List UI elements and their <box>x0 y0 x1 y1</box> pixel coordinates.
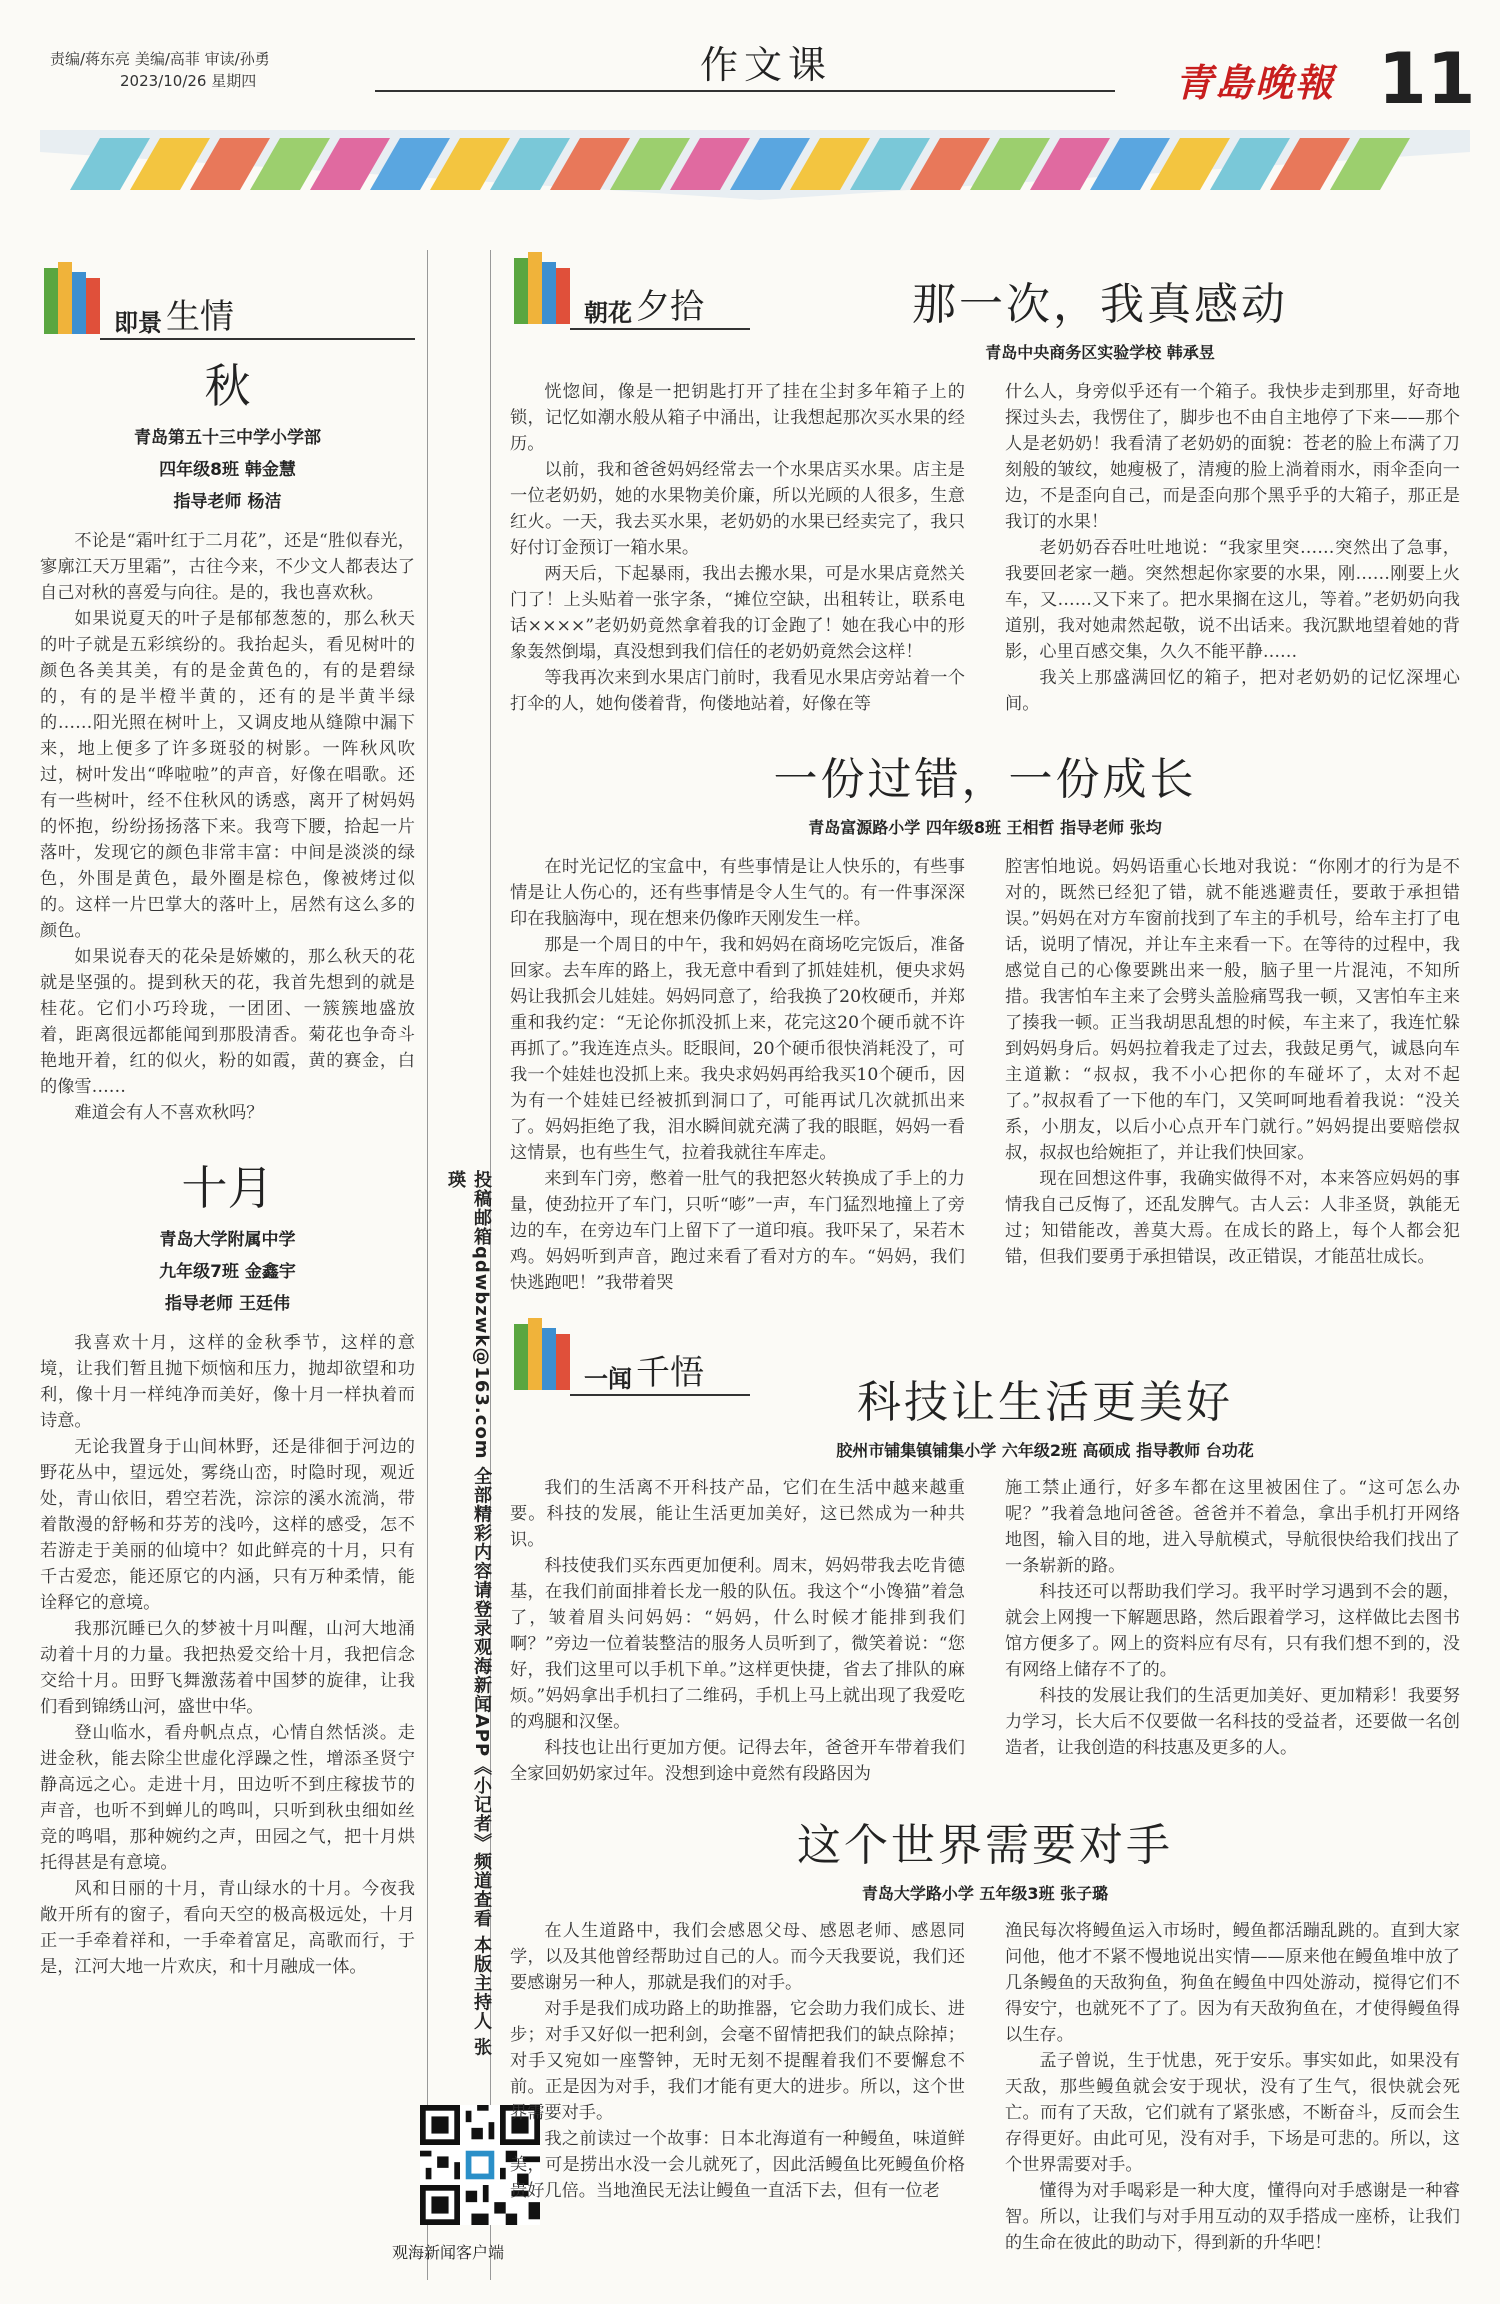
left-column <box>40 248 415 1980</box>
author-teacher: 指导老师 杨洁 <box>173 492 282 512</box>
article-paragraph: 我们的生活离不开科技产品，它们在生活中越来越重要。科技的发展，能让生活更加美好，这已然成为一种共识。 <box>510 1478 965 1550</box>
article-paragraph: 科技使我们买东西更加便利。周末，妈妈带我去吃肯德基，在我们前面排着长龙一般的队伍。我这个“小馋猫”着急了，皱着眉头问妈妈：“妈妈，什么时候才能排到我们啊？”旁边一位着装整洁的服务人员听到了，微笑着说：“您好，我们这里可以手机下单。”这样更快捷，省去了排队的麻烦。”妈妈拿出手机扫了二维码，手机上马上就出现了我爱吃的鸡腿和汉堡。 <box>510 1556 965 1732</box>
article-paragraph: 来到车门旁，憋着一肚气的我把怒火转换成了手上的力量，使劲拉开了车门，只听“嘭”一声，车门猛烈地撞上了旁边的车，在旁边车门上留下了一道印痕。我吓呆了，呆若木鸡。妈妈听到声音，跑过来看了看对方的车。“妈妈，我们快逃跑吧！”我带着哭 <box>510 1169 965 1293</box>
article-title: 科技让生活更美好 <box>857 1377 1233 1428</box>
books-icon <box>510 1314 580 1394</box>
article-paragraph: 在人生道路中，我们会感恩父母、感恩老师、感恩同学，以及其他曾经帮助过自己的人。而今天我要说，我们还要感谢另一种人，那就是我们的对手。 <box>510 1921 965 1993</box>
article-paragraph: 风和日丽的十月，青山绿水的十月。今夜我敞开所有的窗子，看向天空的极高极远处，十月正一手牵着祥和，一手牵着富足，高歌而行，于是，江河大地一片欢庆，和十月融成一体。 <box>40 1879 415 1977</box>
article-paragraph: 科技的发展让我们的生活更加美好、更加精彩！我要努力学习，长大后不仅要做一名科技的受益者，还要做一名创造者，让我创造的科技惠及更多的人。 <box>1005 1686 1460 1758</box>
article-paragraph: 如果说夏天的叶子是郁郁葱葱的，那么秋天的叶子就是五彩缤纷的。我抬起头，看见树叶的颜色各美其美，有的是金黄色的，有的是碧绿的，有的是半橙半黄的，还有的是半黄半绿的……阳光照在树叶上，又调皮地从缝隙中漏下来，地上便多了许多斑驳的树影。一阵秋风吹过，树叶发出“哗啦啦”的声音，好像在唱歌。还有一些树叶，经不住秋风的诱惑，离开了树妈妈的怀抱，纷纷扬扬落下来。我弯下腰，拾起一片落叶，发现它的颜色非常丰富：中间是淡淡的绿色，外围是黄色，最外圈是棕色，像被烤过似的。这样一片巴掌大的落叶上，居然有这么多的颜色。 <box>40 609 415 941</box>
article-byline: 青岛大学路小学 五年级3班 张子璐 <box>861 1884 1109 1903</box>
author-grade: 九年级7班 金鑫宇 <box>159 1262 296 1282</box>
decorative-banner <box>40 130 1470 200</box>
right-area <box>510 248 1460 2256</box>
article-paragraph: 孟子曾说，生于忧患，死于安乐。事实如此，如果没有天敌，那些鳗鱼就会安于现状，没有了生气，很快就会死亡。而有了天敌，它们就有了紧张感，不断奋斗，反而会生存得更好。由此可见，没有对手，下场是可悲的。所以，这个世界需要对手。 <box>1005 2051 1460 2175</box>
page-title: 作文课 <box>700 43 833 87</box>
article-body <box>510 854 1460 1296</box>
section-label-small: 一闻 <box>584 1364 632 1393</box>
article-title: 这个世界需要对手 <box>797 1820 1173 1871</box>
section-label-big: 夕拾 <box>636 287 704 327</box>
article-paragraph: 对手是我们成功路上的助推器，它会助力我们成长、进步；对手又好似一把利剑，会毫不留情把我们的缺点除掉；对手又宛如一座警钟，无时无刻不提醒着我们不要懈怠不前。正是因为对手，我们才能有更大的进步。所以，这个世界需要对手。 <box>510 1999 965 2123</box>
column-divider-left <box>427 250 428 2280</box>
author-teacher: 指导老师 王廷伟 <box>165 1294 290 1314</box>
header-credits <box>50 48 270 92</box>
article-byline: 青岛中央商务区实验学校 韩承昱 <box>985 343 1215 362</box>
article-paragraph: 难道会有人不喜欢秋吗？ <box>74 1103 264 1123</box>
author-grade: 四年级8班 韩金慧 <box>159 460 296 480</box>
article-paragraph: 我喜欢十月，这样的金秋季节，这样的意境，让我们暂且抛下烦恼和压力，抛却欲望和功利，像十月一样纯净而美好，像十月一样执着而诗意。 <box>40 1333 415 1431</box>
article-paragraph: 在时光记忆的宝盒中，有些事情是让人快乐的，有些事情是让人伤心的，还有些事情是令人生气的。有一件事深深印在我脑海中，现在想来仍像昨天刚发生一样。 <box>510 857 965 929</box>
article-paragraph: 等我再次来到水果店门前时，我看见水果店旁站着一个打伞的人，她佝偻着背，佝偻地站着，好像在等 <box>510 668 965 714</box>
section-label-small: 朝花 <box>584 298 632 327</box>
article-paragraph: 渔民每次将鳗鱼运入市场时，鳗鱼都活蹦乱跳的。直到大家问他，他才不紧不慢地说出实情——原来他在鳗鱼堆中放了几条鳗鱼的天敌狗鱼，狗鱼在鳗鱼中四处游动，搅得它们不得安宁，也就死不了了。因为有天敌狗鱼在，才使得鳗鱼得以生存。 <box>1005 1921 1460 2045</box>
article-paragraph: 不论是“霜叶红于二月花”，还是“胜似春光，寥廓江天万里霜”，古往今来，不少文人都表达了自己对秋的喜爱与向往。是的，我也喜欢秋。 <box>40 531 415 603</box>
article-paragraph: 什么人，身旁似乎还有一个箱子。我快步走到那里，好奇地探过头去，我愣住了，脚步也不由自主地停了下来——那个人是老奶奶！我看清了老奶奶的面貌：苍老的脸上布满了刀刻般的皱纹，她瘦极了，清瘦的脸上淌着雨水，雨伞歪向一边，不是歪向自己，而是歪向那个黑乎乎的大箱子，那正是我订的水果！ <box>1005 382 1460 532</box>
article-paragraph: 我那沉睡已久的梦被十月叫醒，山河大地涌动着十月的力量。我把热爱交给十月，我把信念交给十月。田野飞舞激荡着中国梦的旋律，让我们看到锦绣山河，盛世中华。 <box>40 1619 415 1717</box>
header-rule <box>375 90 1115 92</box>
author-school: 青岛大学附属中学 <box>159 1230 296 1250</box>
article-title-autumn: 秋 <box>204 359 251 413</box>
article-paragraph: 恍惚间，像是一把钥匙打开了挂在尘封多年箱子上的锁，记忆如潮水般从箱子中涌出，让我想起那次买水果的经历。 <box>510 382 965 454</box>
article-paragraph: 懂得为对手喝彩是一种大度，懂得向对手感谢是一种睿智。所以，让我们与对手用互动的双手搭成一座桥，让我们的生命在彼此的助动下，得到新的升华吧！ <box>1005 2181 1460 2253</box>
author-school: 青岛第五十三中学小学部 <box>134 428 321 448</box>
article-paragraph: 腔害怕地说。妈妈语重心长地对我说：“你刚才的行为是不对的，既然已经犯了错，就不能逃避责任，要敢于承担错误。”妈妈在对方车窗前找到了车主的手机号，给车主打了电话，说明了情况，并让车主来看一下。在等待的过程中，我感觉自己的心像要跳出来一般，脑子里一片混沌，不知所措。我害怕车主来了会劈头盖脸痛骂我一顿，又害怕车主来了揍我一顿。正当我胡思乱想的时候，车主来了，我连忙躲到妈妈身后。妈妈拉着我走了过去，我鼓足勇气，诚恳向车主道歉：“叔叔，我不小心把你的车碰坏了，太对不起了。”叔叔看了一下他的车门，又笑呵呵地看着我说：“没关系，小朋友，以后小心点开车门就行。”妈妈提出要赔偿叔叔，叔叔也给婉拒了，并让我们快回家。 <box>1005 857 1460 1163</box>
article-paragraph: 以前，我和爸爸妈妈经常去一个水果店买水果。店主是一位老奶奶，她的水果物美价廉，所以光顾的人很多，生意红火。一天，我去买水果，老奶奶的水果已经卖完了，我只好付订金预订一箱水果。 <box>510 460 965 558</box>
article-title-october: 十月 <box>181 1161 274 1215</box>
article-byline: 胶州市铺集镇铺集小学 六年级2班 高硕成 指导教师 台功花 <box>836 1441 1254 1460</box>
page-number: 11 <box>1378 38 1476 120</box>
article-paragraph: 我关上那盛满回忆的箱子，把对老奶奶的记忆深埋心间。 <box>1005 668 1460 714</box>
article-paragraph: 如果说春天的花朵是娇嫩的，那么秋天的花就是坚强的。提到秋天的花，我首先想到的就是桂花。它们小巧玲珑，一团团、一簇簇地盛放着，距离很远都能闻到那股清香。菊花也争奇斗艳地开着，红的似火，粉的如霞，黄的赛金，白的像雪…… <box>40 947 415 1097</box>
article-paragraph: 施工禁止通行，好多车都在这里被困住了。“这可怎么办呢？”我着急地问爸爸。爸爸并不着急，拿出手机打开网络地图，输入目的地，进入导航模式，导航很快给我们找出了一条崭新的路。 <box>1005 1478 1460 1576</box>
books-icon <box>40 258 110 338</box>
article-paragraph: 两天后，下起暴雨，我出去搬水果，可是水果店竟然关门了！上头贴着一张字条，“摊位空缺，出租转让，联系电话××××”老奶奶竟然拿着我的订金跑了！她在我心中的形象轰然倒塌，真没想到我们信任的老奶奶竟然会这样！ <box>510 564 965 662</box>
article-paragraph: 我之前读过一个故事：日本北海道有一种鳗鱼，味道鲜美，可是捞出水没一会儿就死了，因此活鳗鱼比死鳗鱼价格贵好几倍。当地渔民无法让鳗鱼一直活下去，但有一位老 <box>510 2129 965 2201</box>
section-label-big: 千悟 <box>636 1353 704 1393</box>
section-label-small: 即景 <box>114 308 162 337</box>
article-paragraph: 那是一个周日的中午，我和妈妈在商场吃完饭后，准备回家。去车库的路上，我无意中看到了抓娃娃机，便央求妈妈让我抓会儿娃娃。妈妈同意了，给我换了20枚硬币，并郑重和我约定：“无论你抓没抓上来，花完这20个硬币就不许再抓了。”我连连点头。眨眼间，20个硬币很快消耗没了，可我一个娃娃也没抓上来。我央求妈妈再给我买10个硬币，因为有一个娃娃已经被抓到洞口了，可能再试几次就抓出来了。妈妈拒绝了我，泪水瞬间就充满了我的眼眶，妈妈一看这情景，也有些生气，拉着我就往车库走。 <box>510 935 965 1163</box>
article-title: 一份过错，一份成长 <box>773 754 1197 805</box>
article-paragraph: 无论我置身于山间林野，还是徘徊于河边的野花丛中，望远处，雾绕山峦，时隐时现，观近处，青山依旧，碧空若洗，淙淙的溪水流淌，带着散漫的舒畅和芬芳的浅吟，这样的感受，怎不若游走于美丽的仙境中？如此鲜亮的十月，只有千古爱恋，能还原它的内涵，只有万种柔情，能诠释它的意境。 <box>40 1437 415 1613</box>
section-label-big: 生情 <box>166 297 234 337</box>
article-body <box>510 1475 1460 1787</box>
article-paragraph: 老奶奶吞吞吐吐地说：“我家里突……突然出了急事，我要回老家一趟。突然想起你家要的水果，刚……刚要上火车，又……又下来了。把水果搁在这儿，等着。”老奶奶向我道别，我对她肃然起敬，说不出话来。我沉默地望着她的背影，心里百感交集，久久不能平静…… <box>1005 538 1460 662</box>
article-byline: 青岛富源路小学 四年级8班 王相哲 指导老师 张均 <box>808 818 1162 837</box>
newspaper-logo: 青島晚報 <box>1175 60 1336 105</box>
books-icon <box>510 248 580 328</box>
article-paragraph: 登山临水，看舟帆点点，心情自然恬淡。走进金秋，能去除尘世虚化浮躁之性，增添圣贤宁静高远之心。走进十月，田边听不到庄稼拔节的声音，也听不到蝉儿的鸣叫，只听到秋虫细如丝竞的鸣唱，那种婉约之声，田园之气，把十月烘托得甚是有意境。 <box>40 1723 415 1873</box>
issue-date: 2023/10/26 星期四 <box>120 72 257 90</box>
article-paragraph: 科技也让出行更加方便。记得去年，爸爸开车带着我们全家回奶奶家过年。没想到途中竟然有段路因为 <box>510 1738 965 1784</box>
article-paragraph: 科技还可以帮助我们学习。我平时学习遇到不会的题，就会上网搜一下解题思路，然后跟着学习，这样做比去图书馆方便多了。网上的资料应有尽有，只有我们想不到的，没有网络上储存不了的。 <box>1005 1582 1460 1680</box>
submission-note: 投稿邮箱qdwbzwk@163.com 全部精彩内容请登录观海新闻APP《小记者》频道查看 本版主持人 张瑛 <box>445 1170 492 2057</box>
article-body <box>510 1918 1460 2256</box>
qr-caption: 观海新闻客户端 <box>392 2243 505 2262</box>
article-paragraph: 现在回想这件事，我确实做得不对，本来答应妈妈的事情我自己反悔了，还乱发脾气。古人云：人非圣贤，孰能无过；知错能改，善莫大焉。在成长的路上，每个人都会犯错，但我们要勇于承担错误，改正错误，才能茁壮成长。 <box>1005 1169 1460 1267</box>
article-title: 那一次，我真感动 <box>912 279 1288 330</box>
credits-editors: 责编/蒋东亮 美编/高菲 审读/孙勇 <box>50 50 270 68</box>
section-underline <box>100 338 415 340</box>
article-body <box>510 379 1460 717</box>
section-header-jijing <box>40 248 415 338</box>
